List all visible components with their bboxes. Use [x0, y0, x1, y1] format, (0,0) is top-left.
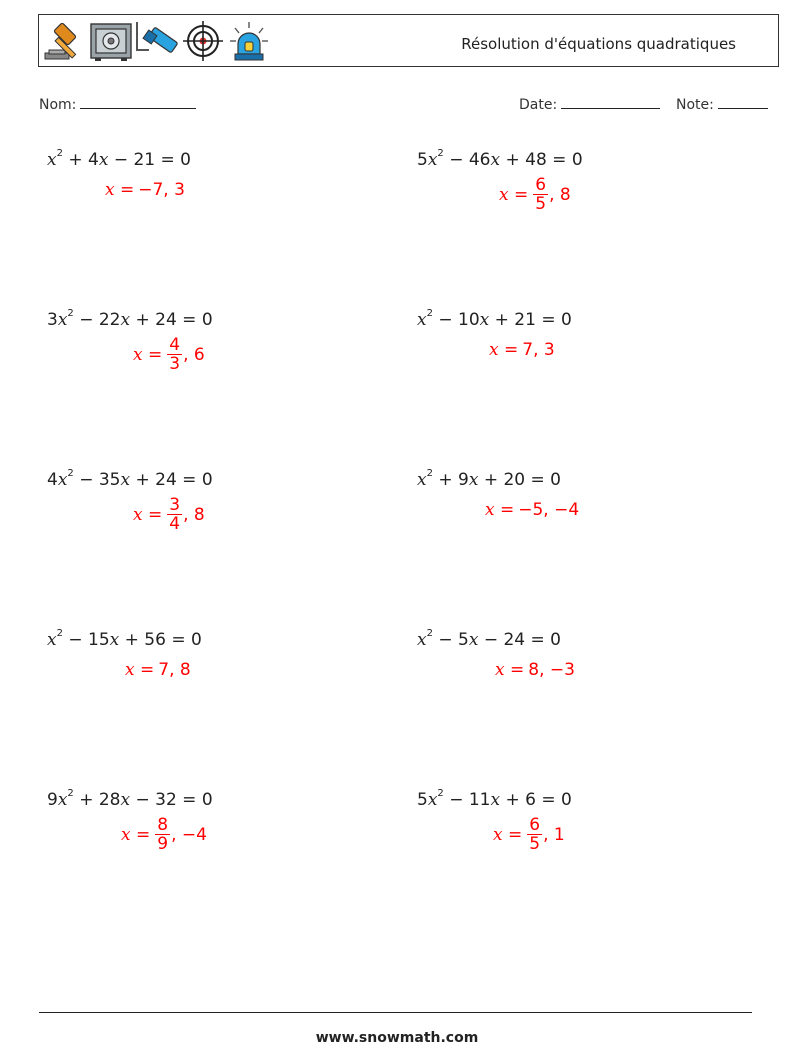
fraction-numerator: 6 [529, 815, 541, 835]
answer-value: , 1 [543, 824, 565, 845]
answer-value: , 6 [183, 344, 205, 365]
name-field [39, 94, 196, 113]
answer [133, 496, 205, 533]
answer-fraction [533, 176, 548, 213]
problem-item [409, 470, 769, 580]
grade-field [676, 94, 768, 113]
answer-value: 8, −3 [528, 660, 575, 680]
fraction-denominator: 5 [529, 834, 541, 854]
fraction-denominator: 3 [169, 354, 181, 374]
problem-item [39, 310, 399, 420]
answer-prefix: x = [125, 660, 155, 680]
fraction-denominator: 9 [157, 834, 169, 854]
equation: $9x^2 + 28x - 32 = 0$ [47, 788, 213, 810]
answer-prefix: x = [489, 340, 519, 360]
fraction-numerator: 3 [169, 495, 181, 515]
problem-item [409, 630, 769, 740]
problem-item [409, 310, 769, 420]
equation: $5x^2 - 11x + 6 = 0$ [417, 788, 572, 810]
fraction-numerator: 8 [157, 815, 169, 835]
problem-item [409, 150, 769, 260]
fraction-numerator: 4 [169, 335, 181, 355]
answer-fraction [527, 816, 542, 853]
problem-item [39, 790, 399, 900]
answer-value: −7, 3 [138, 180, 185, 200]
equation: $4x^2 - 35x + 24 = 0$ [47, 468, 213, 490]
answer [489, 340, 555, 360]
answer-value: , 8 [549, 184, 571, 205]
answer-prefix: x = [105, 180, 135, 200]
answer-fraction [167, 336, 182, 373]
date-blank [561, 94, 660, 109]
answer-prefix: x = [493, 824, 523, 845]
answer [485, 500, 579, 520]
answer-value: 7, 8 [158, 660, 191, 680]
header-icons [43, 19, 271, 63]
siren-icon [227, 20, 271, 62]
footer-divider [39, 1012, 752, 1013]
problem-item [409, 790, 769, 900]
answer [499, 176, 571, 213]
safe-icon [89, 20, 133, 62]
answer-prefix: x = [495, 660, 525, 680]
answer-fraction [167, 496, 182, 533]
problem-item [39, 630, 399, 740]
answer [493, 816, 565, 853]
grade-blank [718, 94, 768, 109]
grade-label: Note: [676, 97, 714, 113]
equation: $5x^2 - 46x + 48 = 0$ [417, 148, 583, 170]
equation: $3x^2 - 22x + 24 = 0$ [47, 308, 213, 330]
answer-prefix: x = [133, 504, 163, 525]
equation: $x^2 + 9x + 20 = 0$ [417, 468, 561, 490]
fraction-numerator: 6 [535, 175, 547, 195]
equation: $x^2 - 15x + 56 = 0$ [47, 628, 202, 650]
answer-value: , 8 [183, 504, 205, 525]
answer-prefix: x = [121, 824, 151, 845]
equation: $x^2 - 5x - 24 = 0$ [417, 628, 561, 650]
answer [105, 180, 185, 200]
answer-value: −5, −4 [518, 500, 580, 520]
flashlight-icon [135, 20, 179, 62]
answer-prefix: x = [485, 500, 515, 520]
answer-fraction [155, 816, 170, 853]
crosshair-icon [181, 20, 225, 62]
problem-item [39, 470, 399, 580]
worksheet-header [38, 14, 779, 67]
gavel-icon [43, 20, 87, 62]
fraction-denominator: 4 [169, 514, 181, 534]
date-field [519, 94, 660, 113]
answer-prefix: x = [499, 184, 529, 205]
name-label: Nom: [39, 97, 77, 113]
date-label: Date: [519, 97, 558, 113]
problem-item [39, 150, 399, 260]
fraction-denominator: 5 [535, 194, 547, 214]
answer [125, 660, 191, 680]
equation: $x^2 - 10x + 21 = 0$ [417, 308, 572, 330]
answer [495, 660, 575, 680]
answer-prefix: x = [133, 344, 163, 365]
answer [133, 336, 205, 373]
footer-url: www.snowmath.com [315, 1030, 479, 1046]
name-blank [80, 94, 196, 109]
worksheet-title: Résolution d'équations quadratiques [461, 35, 736, 53]
equation: $x^2 + 4x - 21 = 0$ [47, 148, 191, 170]
answer-value: 7, 3 [522, 340, 555, 360]
answer-value: , −4 [171, 824, 207, 845]
answer [121, 816, 207, 853]
